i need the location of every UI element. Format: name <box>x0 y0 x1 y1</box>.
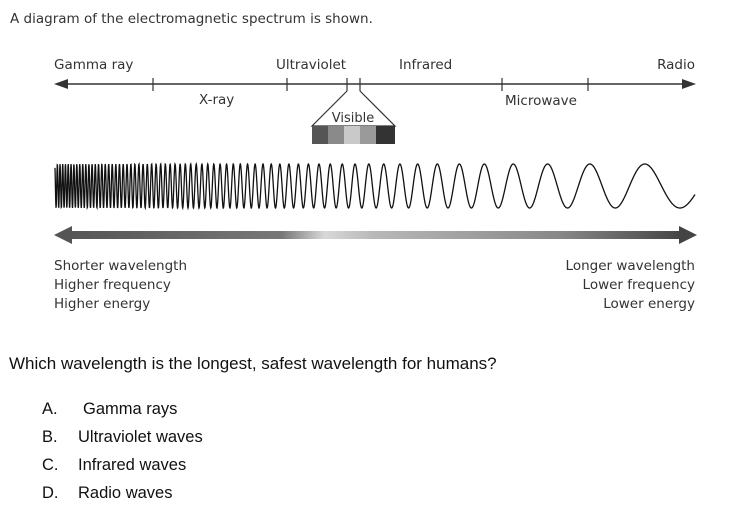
right-line-1: Longer wavelength <box>565 258 695 274</box>
left-line-1: Shorter wavelength <box>54 258 188 274</box>
label-gamma-ray: Gamma ray <box>54 57 134 73</box>
left-line-3: Higher energy <box>54 296 151 312</box>
option-letter: C. <box>42 456 59 474</box>
option-text: Gamma rays <box>83 400 178 418</box>
option-c[interactable] <box>42 454 203 482</box>
option-text: Infrared waves <box>78 456 187 474</box>
question-text: Which wavelength is the longest, safest wavelength for humans? <box>9 354 497 373</box>
label-radio: Radio <box>657 57 695 73</box>
axis-right-arrow <box>682 79 696 89</box>
option-d[interactable] <box>42 482 203 510</box>
bar-left-arrow <box>54 226 72 244</box>
answer-options <box>42 398 203 510</box>
label-infrared: Infrared <box>399 57 453 73</box>
option-a[interactable] <box>42 398 203 426</box>
label-visible: Visible <box>331 111 375 126</box>
option-letter: D. <box>42 484 59 502</box>
right-line-2: Lower frequency <box>582 277 695 293</box>
option-letter: B. <box>42 428 58 446</box>
option-b[interactable] <box>42 426 203 454</box>
option-text: Radio waves <box>78 484 173 502</box>
visible-color-block <box>312 126 395 144</box>
right-line-3: Lower energy <box>603 296 695 312</box>
energy-gradient-bar <box>66 231 682 239</box>
bar-right-arrow <box>679 226 697 244</box>
option-text: Ultraviolet waves <box>78 428 203 446</box>
label-x-ray: X-ray <box>199 92 235 108</box>
intro-text: A diagram of the electromagnetic spectrum is shown. <box>10 11 373 27</box>
option-letter: A. <box>42 400 58 418</box>
label-ultraviolet: Ultraviolet <box>276 57 347 73</box>
label-microwave: Microwave <box>505 93 577 109</box>
spectrum-wave <box>55 164 695 208</box>
left-line-2: Higher frequency <box>54 277 171 293</box>
axis-left-arrow <box>54 79 68 89</box>
